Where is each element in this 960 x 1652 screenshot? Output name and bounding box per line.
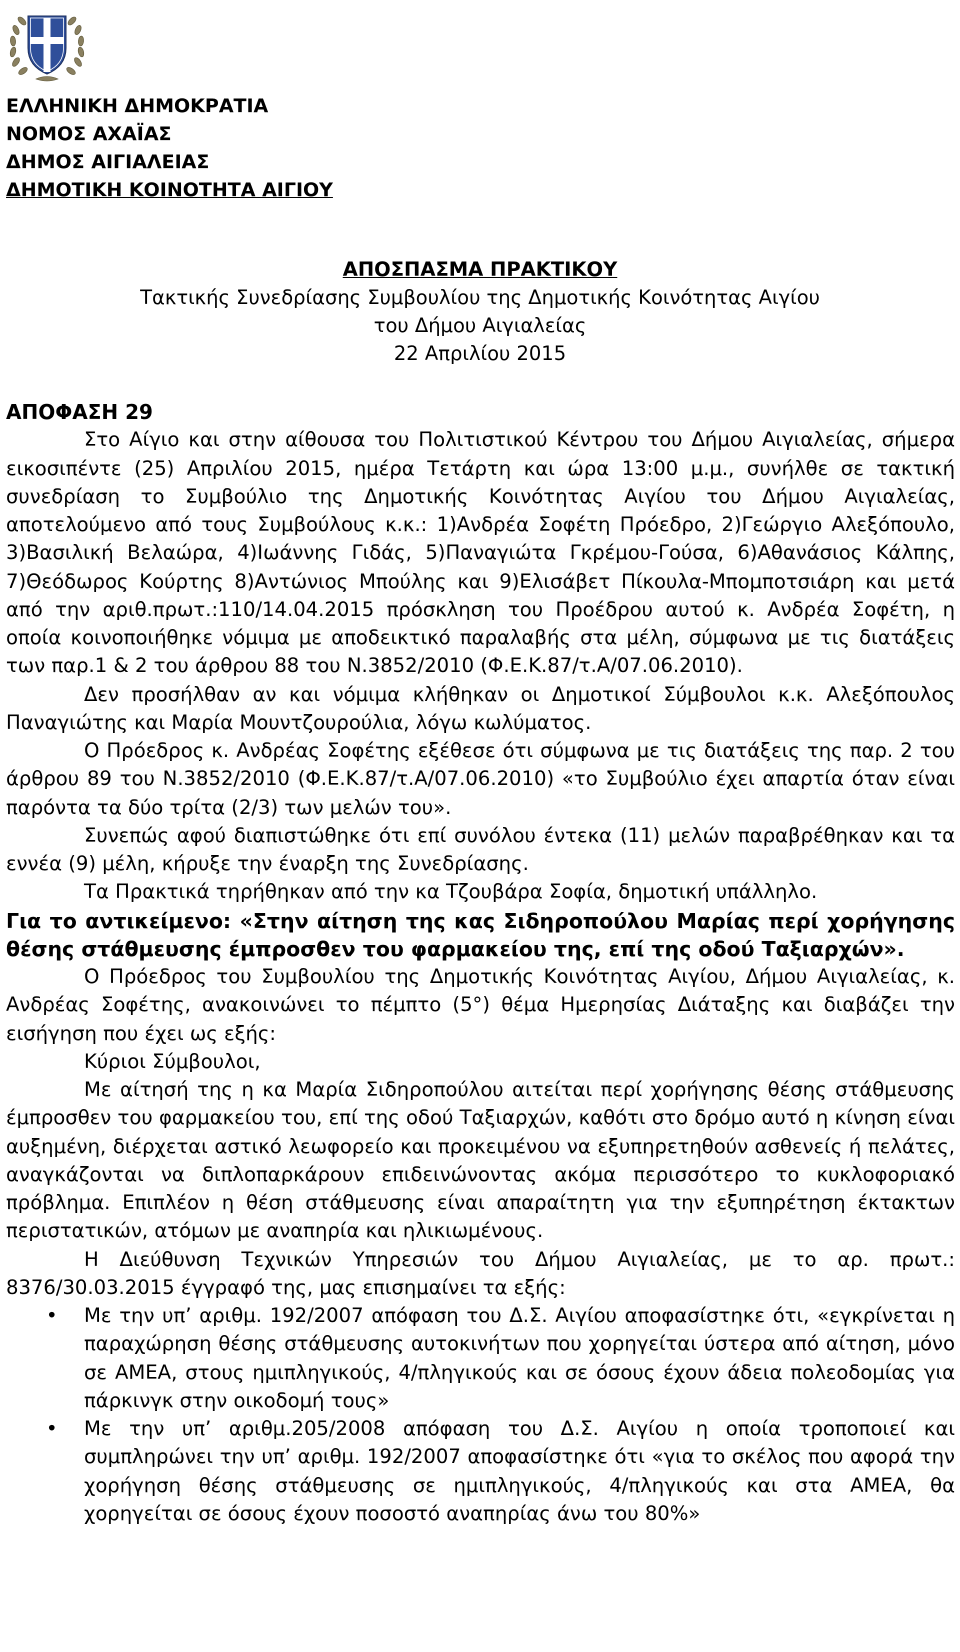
decision-body [6,398,955,1528]
paragraph-technical-services: Η Διεύθυνση Τεχνικών Υπηρεσιών του Δήμου Αιγιαλείας, με το αρ. πρωτ.: 8376/30.03.2015 έγγραφό της, μας επισημαίνει τα εξής: [6,1247,955,1299]
header-line-community: ΔΗΜΟΤΙΚΗ ΚΟΙΝΟΤΗΤΑ ΑΙΓΙΟΥ [6,179,333,201]
list-item-text: Με την υπ’ αριθμ.205/2008 απόφαση του Δ.Σ. Αιγίου η οποία τροποποιεί και συμπληρώνει την υπ’ αριθμ. 192/2007 αποφασίστηκε ότι «για το σκέλος που αφορά την χορήγηση θέσης στάθμευσης σε ημιπληγικούς, 4/πληγικούς και στα ΑΜΕΑ, θα χορηγείται σε όσους έχουν ποσοστό αναπηρίας άνω του 80%» [84,1417,955,1525]
meeting-municipality: του Δήμου Αιγιαλείας [373,314,587,337]
header-line-prefecture: ΝΟΜΟΣ ΑΧΑΪΑΣ [6,123,172,145]
paragraph-salutation: Κύριοι Σύμβουλοι, [84,1049,261,1073]
paragraph-minutes: Τα Πρακτικά τηρήθηκαν από την κα Τζουβάρα Σοφία, δημοτική υπάλληλο. [84,880,818,904]
paragraph-request: Με αίτησή της η κα Μαρία Σιδηροπούλου αιτείται περί χορήγησης θέσης στάθμευσης έμπροσθεν του φαρμακείου του, επί της οδού Ταξιαρχών, καθότι στο δρόμο αυτό η κίνηση είναι αυξημένη, διέρχεται αστικό λεωφορείο και προκειμένου να εξυπηρετηθούν ασθενείς ή πελάτες, αναγκάζονται να διπλοπαρκάρουν επιδεινώνοντας ακόμα περισσότερο το κυκλοφοριακό πρόβλημα. Επιπλέον η θέση στάθμευσης είναι απαραίτητη για την εξυπηρέτηση έκτακτων περιστατικών, ατόμων με αναπηρία και ηλικιωμένους. [6,1078,955,1243]
bullet-marker: • [46,1417,58,1440]
paragraph-announcement: Ο Πρόεδρος του Συμβουλίου της Δημοτικής Κοινότητας Αιγίου, Δήμου Αιγιαλείας, κ. Ανδρέας Σοφέτης, ανακοινώνει το πέμπτο (5°) θέμα Ημερησίας Διάταξης και διαβάζει την εισήγηση που έχει ως εξής: [6,965,955,1045]
bullet-marker: • [46,1304,58,1327]
list-item [6,1302,955,1415]
authority-header [6,92,333,204]
bullet-list [6,1302,955,1528]
meeting-date: 22 Απριλίου 2015 [393,342,567,365]
document-title-block [0,256,960,368]
meeting-type: Τακτικής Συνεδρίασης Συμβουλίου της Δημοτικής Κοινότητας Αιγίου [140,286,820,309]
paragraph-quorum: Συνεπώς αφού διαπιστώθηκε ότι επί συνόλου έντεκα (11) μελών παραβρέθηκαν και τα εννέα (9) μέλη, κήρυξε την έναρξη της Συνεδρίασης. [6,823,955,875]
header-line-municipality: ΔΗΜΟΣ ΑΙΓΙΑΛΕΙΑΣ [6,151,210,173]
header-line-republic: ΕΛΛΗΝΙΚΗ ΔΗΜΟΚΡΑΤΙΑ [6,95,269,117]
list-item-text: Με την υπ’ αριθμ. 192/2007 απόφαση του Δ.Σ. Αιγίου αποφασίστηκε ότι, «εγκρίνεται η παραχώρηση θέσης στάθμευσης αυτοκινήτων που χορηγείται ύστερα από αίτηση, μόνο σε ΑΜΕΑ, στους ημιπληγικούς, 4/πληγικούς και σε όσους έχουν άδεια πολεοδομίας για πάρκινγκ στην οικοδομή τους» [84,1304,955,1412]
paragraph-quorum-rule: Ο Πρόεδρος κ. Ανδρέας Σοφέτης εξέθεσε ότι σύμφωνα με τις διατάξεις της παρ. 2 του άρθρου 89 του Ν.3852/2010 (Φ.Ε.Κ.87/τ.Α/07.06.2010) «το Συμβούλιο έχει απαρτία όταν είναι παρόντα τα δύο τρίτα (2/3) των μελών του». [6,739,955,819]
document-title: ΑΠΟΣΠΑΣΜΑ ΠΡΑΚΤΙΚΟΥ [342,258,618,281]
greek-coat-of-arms-icon [6,4,88,86]
list-item [6,1415,955,1528]
paragraph-absent: Δεν προσήλθαν αν και νόμιμα κλήθηκαν οι Δημοτικοί Σύμβουλοι κ.κ. Αλεξόπουλος Παναγιώτης και Μαρία Μουντζουρούλια, λόγω κωλύματος. [6,682,955,734]
paragraph-attendance: Στο Αίγιο και στην αίθουσα του Πολιτιστικού Κέντρου του Δήμου Αιγιαλείας, σήμερα εικοσιπέντε (25) Απριλίου 2015, ημέρα Τετάρτη και ώρα 13:00 μ.μ., συνήλθε σε τακτική συνεδρίαση το Συμβούλιο της Δημοτικής Κοινότητας Αιγίου του Δήμου Αιγιαλείας, αποτελούμενο από τους Συμβούλους κ.κ.: 1)Ανδρέα Σοφέτη Πρόεδρο, 2)Γεώργιο Αλεξόπουλο, 3)Βασιλική Βελαώρα, 4)Ιωάννης Γιδάς, 5)Παναγιώτα Γκρέμου-Γούσα, 6)Αθανάσιος Κάλπης, 7)Θεόδωρος Κούρτης 8)Αντώνιος Μπούλης και 9)Ελισάβετ Πίκουλα-Μπομποτσιάρη και μετά από την αριθ.πρωτ.:110/14.04.2015 πρόσκληση του Προέδρου αυτού κ. Ανδρέα Σοφέτη, η οποία κοινοποιήθηκε νόμιμα με αποδεικτικό παραλαβής στα μέλη, σύμφωνα με τις διατάξεις των παρ.1 & 2 του άρθρου 88 του Ν.3852/2010 (Φ.Ε.Κ.87/τ.Α/07.06.2010). [6,428,955,678]
subject-heading: Για το αντικείμενο: «Στην αίτηση της κας Σιδηροπούλου Μαρίας περί χορήγησης θέσης στάθμευσης έμπροσθεν του φαρμακείου της, επί της οδού Ταξιαρχών». [6,908,955,961]
decision-title: ΑΠΟΦΑΣΗ 29 [6,400,153,424]
